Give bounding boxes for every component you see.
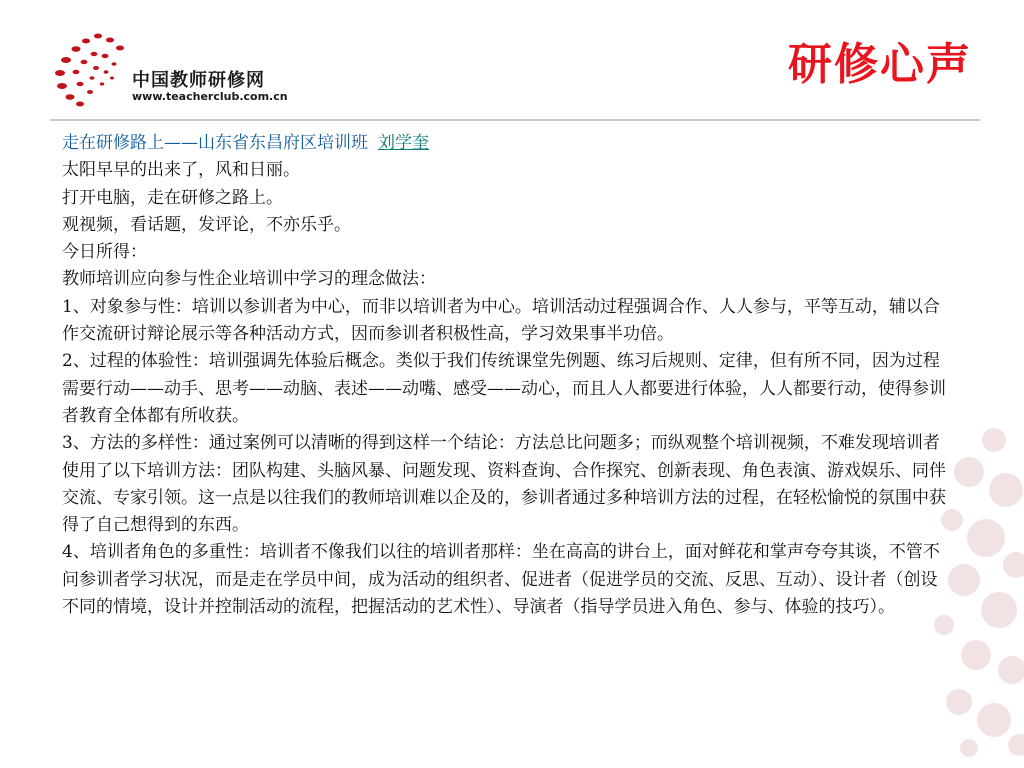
- article-line: 教师培训应向参与性企业培训中学习的理念做法：: [62, 269, 436, 290]
- article-point-2: 2、过程的体验性：培训强调先体验后概念。类似于我们传统课堂先例题、练习后规则、定律，但有所不同，因为过程需要行动——动手、思考——动脑、表述——动嘴、感受——动心，而且人人都要进行体验，人人都要行动，使得参训者教育全体都有所收获。: [62, 351, 946, 426]
- article-point-4: 4、培训者角色的多重性：培训者不像我们以往的培训者那样：坐在高高的讲台上，面对鲜花和掌声夸夸其谈，不管不问参训者学习状况，而是走在学员中间，成为活动的组织者、促进者（促进学员的交流、反思、互动）、设计者（创设不同的情境，设计并控制活动的流程，把握活动的艺术性）、导演者（指导学员进入角色、参与、体验的技巧）。: [62, 542, 940, 618]
- article-point-3: 3、方法的多样性：通过案例可以清晰的得到这样一个结论：方法总比问题多；而纵观整个培训视频，不难发现培训者使用了以下培训方法：团队构建、头脑风暴、问题发现、资料查询、合作探究、创新表现、角色表演、游戏娱乐、同伴交流、专家引领。这一点是以往我们的教师培训难以企及的，参训者通过多种培训方法的过程，在轻松愉悦的氛围中获得了自己想得到的东西。: [62, 433, 946, 536]
- article-body: [62, 130, 952, 621]
- article-line: 打开电脑，走在研修之路上。: [62, 187, 283, 208]
- article-line: 太阳早早的出来了，风和日丽。: [62, 160, 300, 181]
- slide-title: 研修心声: [788, 39, 972, 90]
- logo-name: 中国教师研修网: [132, 70, 265, 91]
- header-divider: [50, 119, 980, 121]
- author-link[interactable]: 刘学奎: [378, 133, 429, 153]
- article-line: 观视频，看话题，发评论，不亦乐乎。: [62, 214, 351, 235]
- site-logo: [50, 28, 310, 110]
- article-heading: [62, 130, 952, 157]
- logo-url: www.teacherclub.com.cn: [132, 90, 288, 103]
- article-title: 走在研修路上——山东省东昌府区培训班: [62, 133, 368, 153]
- article-point-1: 1、对象参与性：培训以参训者为中心，而非以培训者为中心。培训活动过程强调合作、人人参与，平等互动，辅以合作交流研讨辩论展示等各种活动方式，因而参训者积极性高，学习效果事半功倍。: [62, 296, 940, 345]
- article-line: 今日所得：: [62, 242, 147, 263]
